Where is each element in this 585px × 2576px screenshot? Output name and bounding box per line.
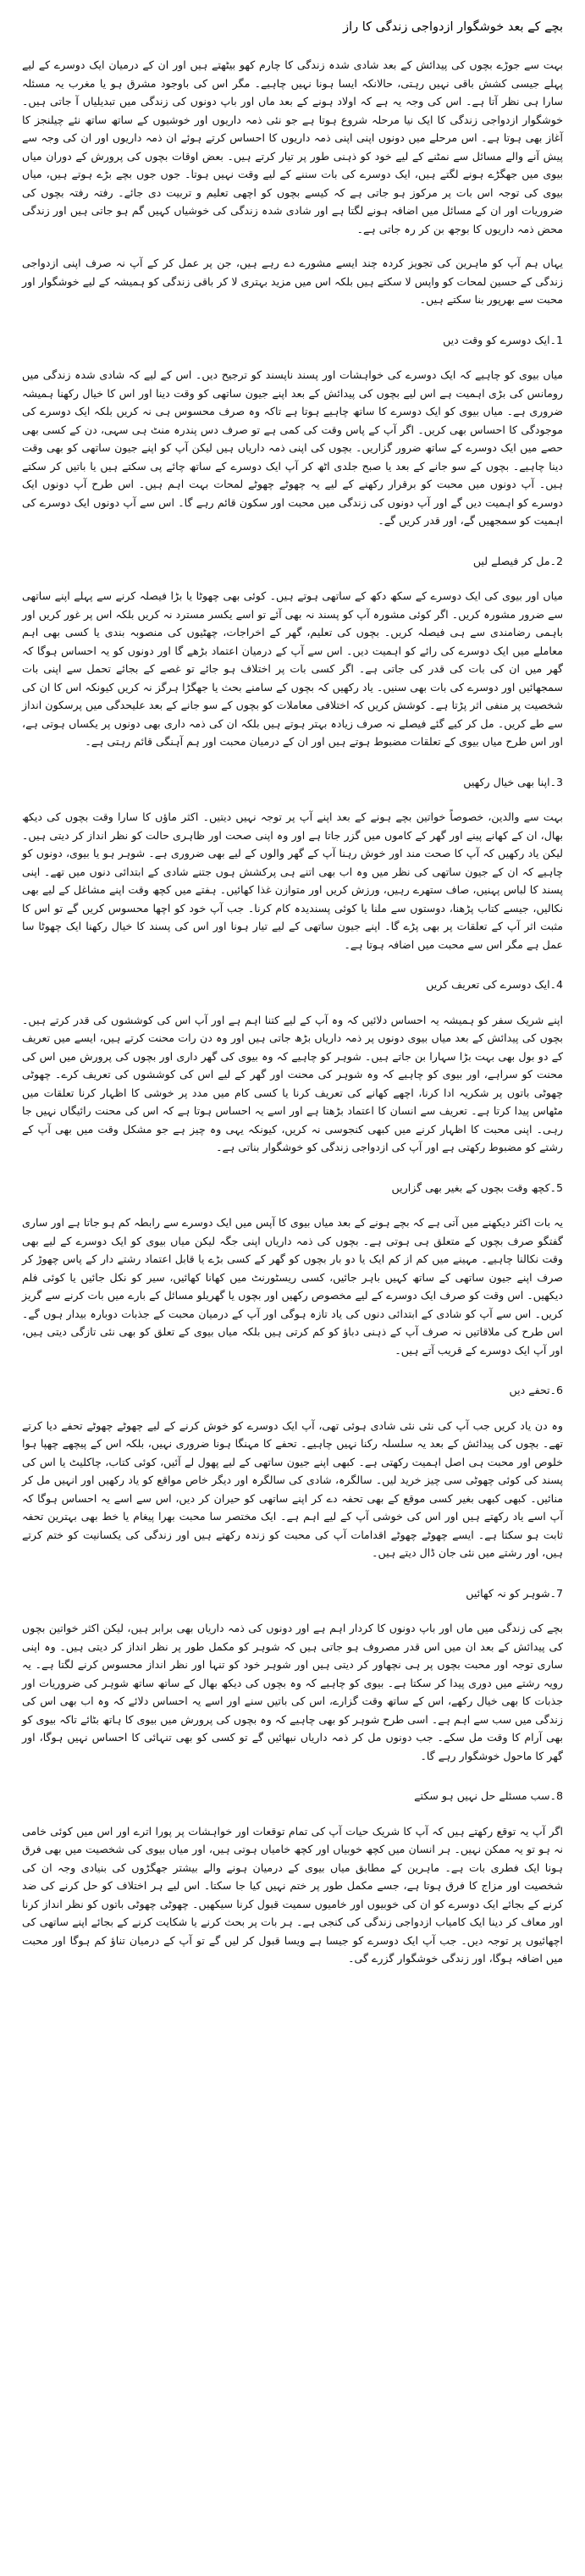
section-heading: 8۔سب مسئلے حل نہیں ہو سکتے (414, 1789, 563, 1802)
section-heading: 3۔اپنا بھی خیال رکھیں (463, 775, 563, 788)
section-heading: 6۔تحفے دیں (509, 1384, 563, 1396)
section-paragraph: وہ دن یاد کریں جب آپ کی نئی نئی شادی ہوئی تھی، آپ ایک دوسرے کو خوش کرنے کے لیے چھوٹے چھوٹے تحفے دیا کرتے تھے۔ بچوں کی پیدائش کے بعد یہ سلسلہ رکنا نہیں چاہیے۔ تحفے کا مہنگا ہونا ضروری نہیں، بلکہ اس کے پیچھے چھپا ہوا خلوص اور محبت ہی اصل اہمیت رکھتی ہے۔ کبھی اپنے جیون ساتھی کے لیے پھول لے آئیں، کوئی کتاب، چاکلیٹ یا اس کی پسند کی کوئی چھوٹی سی چیز خرید لیں۔ سالگرہ، شادی کی سالگرہ اور دیگر خاص مواقع کو یاد رکھیں اور انہیں مل کر منائیں۔ کبھی کبھی بغیر کسی موقع کے بھی تحفہ دے کر اپنے ساتھی کو حیران کر دیں، اس سے اسے یہ احساس ہوگا کہ آپ اسے یاد رکھتے ہیں اور اس کی خوشی آپ کے لیے اہم ہے۔ ایک مختصر سا محبت بھرا پیغام یا خط بھی بہترین تحفہ ثابت ہو سکتا ہے۔ ایسے چھوٹے چھوٹے اقدامات آپ کی محبت کو زندہ رکھتے ہیں اور زندگی کی یکسانیت کو ختم کرتے ہیں، اور رشتے میں نئی جان ڈال دیتے ہیں۔ (22, 1418, 563, 1559)
intro-paragraph: یہاں ہم آپ کو ماہرین کی تجویز کردہ چند ایسے مشورے دے رہے ہیں، جن پر عمل کر کے آپ نہ صرف اپنی ازدواجی زندگی کے حسین لمحات کو واپس لا سکتے ہیں بلکہ اس میں مزید بہتری لا کر باقی زندگی کو ہمیشہ کے لیے خوشگوار اور محبت سے بھرپور بنا سکتے ہیں۔ (22, 257, 563, 306)
intro-paragraph: بہت سے جوڑے بچوں کی پیدائش کے بعد شادی شدہ زندگی کا چارم کھو بیٹھتے ہیں اور ان کے درمیان ایک دوسرے کے لیے پہلے جیسی کشش باقی نہیں رہتی، حالانکہ ایسا ہونا نہیں چاہیے۔ مگر اس کی باوجود مشرق ہو یا مغرب یہ مسئلہ سارا ہی نظر آتا ہے۔ اس کی وجہ یہ ہے کہ اولاد ہونے کے بعد ماں اور باپ دونوں کی زندگی میں تبدیلیاں آ جاتی ہیں۔ خوشگوار ازدواجی زندگی کا ایک نیا مرحلہ شروع ہوتا ہے جو نئی ذمہ داریوں اور خوشیوں کے ساتھ ساتھ نئے چیلنجز کا آغاز بھی ہوتا ہے۔ اس مرحلے میں دونوں اپنی اپنی ذمہ داریوں کا احساس کرتے ہوئے ان ذمہ داریوں اور ان کی وجہ سے پیش آنے والے مسائل سے نمٹنے کے لیے خود کو ذہنی طور پر تیار کرتے ہیں۔ بعض اوقات بچوں کی پرورش کے دوران میاں بیوی میں جھگڑے ہونے لگتے ہیں، ایک دوسرے کی بات سننے کے لیے وقت نہیں ہوتا۔ جوں جوں بچے بڑے ہوتے ہیں، میاں بیوی کی توجہ اس بات پر مرکوز ہو جاتی ہے کہ کیسے بچوں کو اچھی تعلیم و تربیت دی جائے۔ رفتہ رفتہ بچوں کی ضروریات اور ان کے مسائل میں اضافہ ہونے لگتا ہے اور شادی شدہ زندگی کی خوشیاں کہیں گم ہو جاتی ہیں اور زندگی محض ذمہ داریوں کا بوجھ بن کر رہ جاتی ہے۔ (22, 58, 563, 235)
section-paragraph: میاں اور بیوی کی ایک دوسرے کے سکھ دکھ کے ساتھی ہوتے ہیں۔ کوئی بھی چھوٹا یا بڑا فیصلہ کرنے سے پہلے اپنے ساتھی سے ضرور مشورہ کریں۔ اگر کوئی مشورہ آپ کو پسند نہ بھی آئے تو اسے یکسر مسترد نہ کریں بلکہ اس پر غور کریں اور باہمی رضامندی سے ہی فیصلہ کریں۔ بچوں کی تعلیم، گھر کے اخراجات، چھٹیوں کی منصوبہ بندی یا کسی بھی اہم معاملے میں ایک دوسرے کی رائے کو اہمیت دیں۔ اس سے آپ کے درمیان اعتماد بڑھے گا اور دونوں کو یہ احساس ہوگا کہ گھر میں ان کی بات کی قدر کی جاتی ہے۔ اگر کسی بات پر اختلاف ہو جائے تو غصے کے بجائے تحمل سے اپنی بات سمجھائیں اور دوسرے کی بات بھی سنیں۔ یاد رکھیں کہ بچوں کے سامنے بحث یا جھگڑا ہرگز نہ کریں کیونکہ اس کا ان کی شخصیت پر منفی اثر پڑتا ہے۔ کوشش کریں کہ اختلافی معاملات کو بچوں کے سو جانے کے بعد علیحدگی میں پرسکون انداز سے طے کریں۔ مل کر کیے گئے فیصلے نہ صرف زیادہ بہتر ہوتے ہیں بلکہ ان کی ذمہ داری بھی دونوں پر یکساں ہوتی ہے، اور اس طرح میاں بیوی کے تعلقات مضبوط ہوتے ہیں اور ان کے درمیان محبت اور ہم آہنگی قائم رہتی ہے۔ (22, 589, 563, 748)
section-paragraph: یہ بات اکثر دیکھنے میں آتی ہے کہ بچے ہونے کے بعد میاں بیوی کا آپس میں ایک دوسرے سے رابطہ کم ہو جاتا ہے اور ساری گفتگو صرف بچوں کے متعلق ہی ہوتی ہے۔ بچوں کی ذمہ داریاں اپنی جگہ لیکن میاں بیوی کو ایک دوسرے کے لیے بھی وقت نکالنا چاہیے۔ مہینے میں کم از کم ایک یا دو بار بچوں کو گھر کے کسی بڑے یا قابل اعتماد رشتے دار کے پاس چھوڑ کر صرف اپنے جیون ساتھی کے ساتھ کہیں باہر جائیں، کسی ریسٹورنٹ میں کھانا کھائیں، سیر کو نکل جائیں یا کوئی فلم دیکھیں۔ اس وقت کو صرف ایک دوسرے کے لیے مخصوص رکھیں اور بچوں یا گھریلو مسائل کے بارے میں بات کرنے سے گریز کریں۔ اس سے آپ کو شادی کے ابتدائی دنوں کی یاد تازہ ہوگی اور آپ کے درمیان محبت کے جذبات دوبارہ بیدار ہوں گے۔ اس طرح کی ملاقاتیں نہ صرف آپ کے ذہنی دباؤ کو کم کرتی ہیں بلکہ میاں بیوی کے تعلق کو بھی نئی تازگی دیتی ہیں، اور آپ ایک دوسرے کے قریب آتے ہیں۔ (22, 1216, 563, 1357)
section-paragraph: بچے کی زندگی میں ماں اور باپ دونوں کا کردار اہم ہے اور دونوں کی ذمہ داریاں بھی برابر ہیں، لیکن اکثر خواتین بچوں کی پیدائش کے بعد ان میں اس قدر مصروف ہو جاتی ہیں کہ شوہر کو مکمل طور پر نظر انداز کر دیتی ہیں۔ وہ اپنی ساری توجہ اور محبت بچوں پر ہی نچھاور کر دیتی ہیں اور شوہر خود کو تنہا اور نظر انداز محسوس کرنے لگتا ہے۔ یہ رویہ رشتے میں دوری پیدا کر سکتا ہے۔ بیوی کو چاہیے کہ وہ بچوں کی دیکھ بھال کے ساتھ ساتھ شوہر کی ضروریات اور جذبات کا بھی خیال رکھے، اس کے ساتھ وقت گزارے، اس کی باتیں سنے اور اسے یہ احساس دلائے کہ وہ اب بھی اس کی زندگی میں سب سے اہم ہے۔ اسی طرح شوہر کو بھی چاہیے کہ وہ بچوں کی پرورش میں بیوی کا ہاتھ بٹائے تاکہ بیوی کو بھی آرام کا وقت مل سکے۔ جب دونوں مل کر ذمہ داریاں نبھائیں گے تو کسی کو بھی تنہائی کا احساس نہیں ہوگا، اور گھر کا ماحول خوشگوار رہے گا۔ (22, 1622, 563, 1762)
section-paragraph: اپنے شریک سفر کو ہمیشہ یہ احساس دلائیں کہ وہ آپ کے لیے کتنا اہم ہے اور آپ اس کی کوششوں کی قدر کرتے ہیں۔ بچوں کی پیدائش کے بعد میاں بیوی دونوں پر ذمہ داریاں بڑھ جاتی ہیں اور وہ دن رات محنت کرتے ہیں، ایسے میں تعریف کے دو بول بھی بہت بڑا سہارا بن جاتے ہیں۔ شوہر کو چاہیے کہ وہ بیوی کی گھر داری اور بچوں کی پرورش میں اس کی محنت کو سراہے، اور بیوی کو چاہیے کہ وہ شوہر کی محنت اور گھر کے لیے اس کی کوششوں کی تعریف کرے۔ چھوٹی چھوٹی باتوں پر شکریہ ادا کرنا، اچھے کھانے کی تعریف کرنا یا کسی کام میں مدد پر خوشی کا اظہار کرنا تعلقات میں مٹھاس پیدا کرتا ہے۔ تعریف سے انسان کا اعتماد بڑھتا ہے اور اسے یہ احساس ہوتا ہے کہ اس کی محنت رائیگاں نہیں جا رہی۔ اپنی محبت کا اظہار کرنے میں کبھی کنجوسی نہ کریں، کیونکہ یہی وہ چیز ہے جو مشکل وقت میں بھی آپ کے رشتے کو مضبوط رکھتی ہے اور آپ کی ازدواجی زندگی کو خوشگوار بناتی ہے۔ (22, 1013, 563, 1153)
section-paragraph: بہت سے والدین، خصوصاً خواتین بچے ہونے کے بعد اپنے آپ پر توجہ نہیں دیتیں۔ اکثر ماؤں کا سارا وقت بچوں کی دیکھ بھال، ان کے کھانے پینے اور گھر کے کاموں میں گزر جاتا ہے اور وہ اپنی صحت اور ظاہری حالت کو نظر انداز کر دیتی ہیں۔ لیکن یاد رکھیں کہ آپ کا صحت مند اور خوش رہنا آپ کے گھر والوں کے لیے بھی ضروری ہے۔ شوہر ہو یا بیوی، دونوں کو چاہیے کہ ان کے جیون ساتھی کی نظر میں وہ اب بھی اتنے ہی پرکشش ہوں جتنے شادی کے ابتدائی دنوں میں تھے۔ اپنی پسند کا لباس پہنیں، صاف ستھرے رہیں، ورزش کریں اور متوازن غذا کھائیں۔ ہفتے میں کچھ وقت اپنے مشاغل کے لیے بھی نکالیں، جیسے کتاب پڑھنا، دوستوں سے ملنا یا کوئی پسندیدہ کام کرنا۔ جب آپ خود کو اچھا محسوس کریں گے تو اس کا مثبت اثر آپ کے تعلقات پر بھی پڑے گا۔ اپنے جیون ساتھی کے لیے تیار ہونا اور اس کی پسند کا خیال رکھنا ایک چھوٹا سا عمل ہے مگر اس سے محبت میں اضافہ ہوتا ہے۔ (22, 810, 563, 951)
article-title: بچے کے بعد خوشگوار ازدواجی زندگی کا راز (343, 20, 563, 34)
section-heading: 5۔کچھ وقت بچوں کے بغیر بھی گزاریں (391, 1180, 563, 1194)
section-heading: 4۔ایک دوسرے کی تعریف کریں (426, 978, 563, 991)
section-heading: 1۔ایک دوسرے کو وقت دیں (443, 333, 563, 346)
section-heading: 2۔مل کر فیصلے لیں (472, 554, 563, 567)
section-heading: 7۔شوہر کو نہ کھائیں (466, 1586, 563, 1600)
section-paragraph: اگر آپ یہ توقع رکھتے ہیں کہ آپ کا شریک حیات آپ کی تمام توقعات اور خواہشات پر پورا اترے اور اس میں کوئی خامی نہ ہو تو یہ ممکن نہیں۔ ہر انسان میں کچھ خوبیاں اور کچھ خامیاں ہوتی ہیں، اور میاں بیوی کی شخصیت میں بھی فرق ہونا ایک فطری بات ہے۔ ماہرین کے مطابق میاں بیوی کے درمیان ہونے والے بیشتر جھگڑوں کی بنیادی وجہ ان کی شخصیت اور مزاج کا فرق ہوتا ہے، جسے مکمل طور پر ختم نہیں کیا جا سکتا۔ اس لیے ہر اختلاف کو حل کرنے کی ضد کرنے کے بجائے ایک دوسرے کو ان کی خوبیوں اور خامیوں سمیت قبول کرنا سیکھیں۔ چھوٹی چھوٹی باتوں کو نظر انداز کرنا اور معاف کر دینا ایک کامیاب ازدواجی زندگی کی کنجی ہے۔ ہر بات پر بحث کرنے یا شکایت کرنے کے بجائے اپنے ساتھی کی اچھائیوں پر توجہ دیں۔ جب آپ ایک دوسرے کو جیسا ہے ویسا قبول کر لیں گے تو آپ کے درمیان تناؤ کم ہوگا اور محبت میں اضافہ ہوگا، اور زندگی خوشگوار گزرے گی۔ (22, 1824, 563, 1965)
section-paragraph: میاں بیوی کو چاہیے کہ ایک دوسرے کی خواہشات اور پسند ناپسند کو ترجیح دیں۔ اس کے لیے کہ شادی شدہ زندگی میں رومانس کی بڑی اہمیت ہے اس لیے بچوں کی پیدائش کے بعد اپنے جیون ساتھی کو وقت دینا اور اس کا خیال رکھنا ہمیشہ ضروری ہے۔ میاں بیوی کو ایک دوسرے کا ساتھ چاہیے ہوتا ہے تاکہ وہ صرف محسوس ہی نہ کریں بلکہ ایک دوسرے کی موجودگی کا احساس بھی کریں۔ اگر آپ کے پاس وقت کی کمی ہے تو صرف دس پندرہ منٹ ہی سہی، دن کے کسی بھی حصے میں ایک دوسرے کے ساتھ ضرور گزاریں۔ بچوں کی اپنی ذمہ داریاں ہیں لیکن آپ کو اپنے جیون ساتھی کو بھی وقت دینا چاہیے۔ بچوں کے سو جانے کے بعد یا صبح جلدی اٹھ کر آپ ایک دوسرے کے ساتھ چائے پی سکتے ہیں یا باتیں کر سکتے ہیں۔ آپ دونوں میں محبت کو برقرار رکھنے کے لیے یہ چھوٹے چھوٹے لمحات بہت اہم ہیں۔ اس طرح آپ دونوں ایک دوسرے کو اہمیت دیں گے اور آپ دونوں کی زندگی میں محبت اور سکون قائم رہے گا۔ اس سے آپ دونوں ایک دوسرے کی اہمیت کو سمجھیں گے، اور قدر کریں گے۔ (22, 368, 563, 527)
